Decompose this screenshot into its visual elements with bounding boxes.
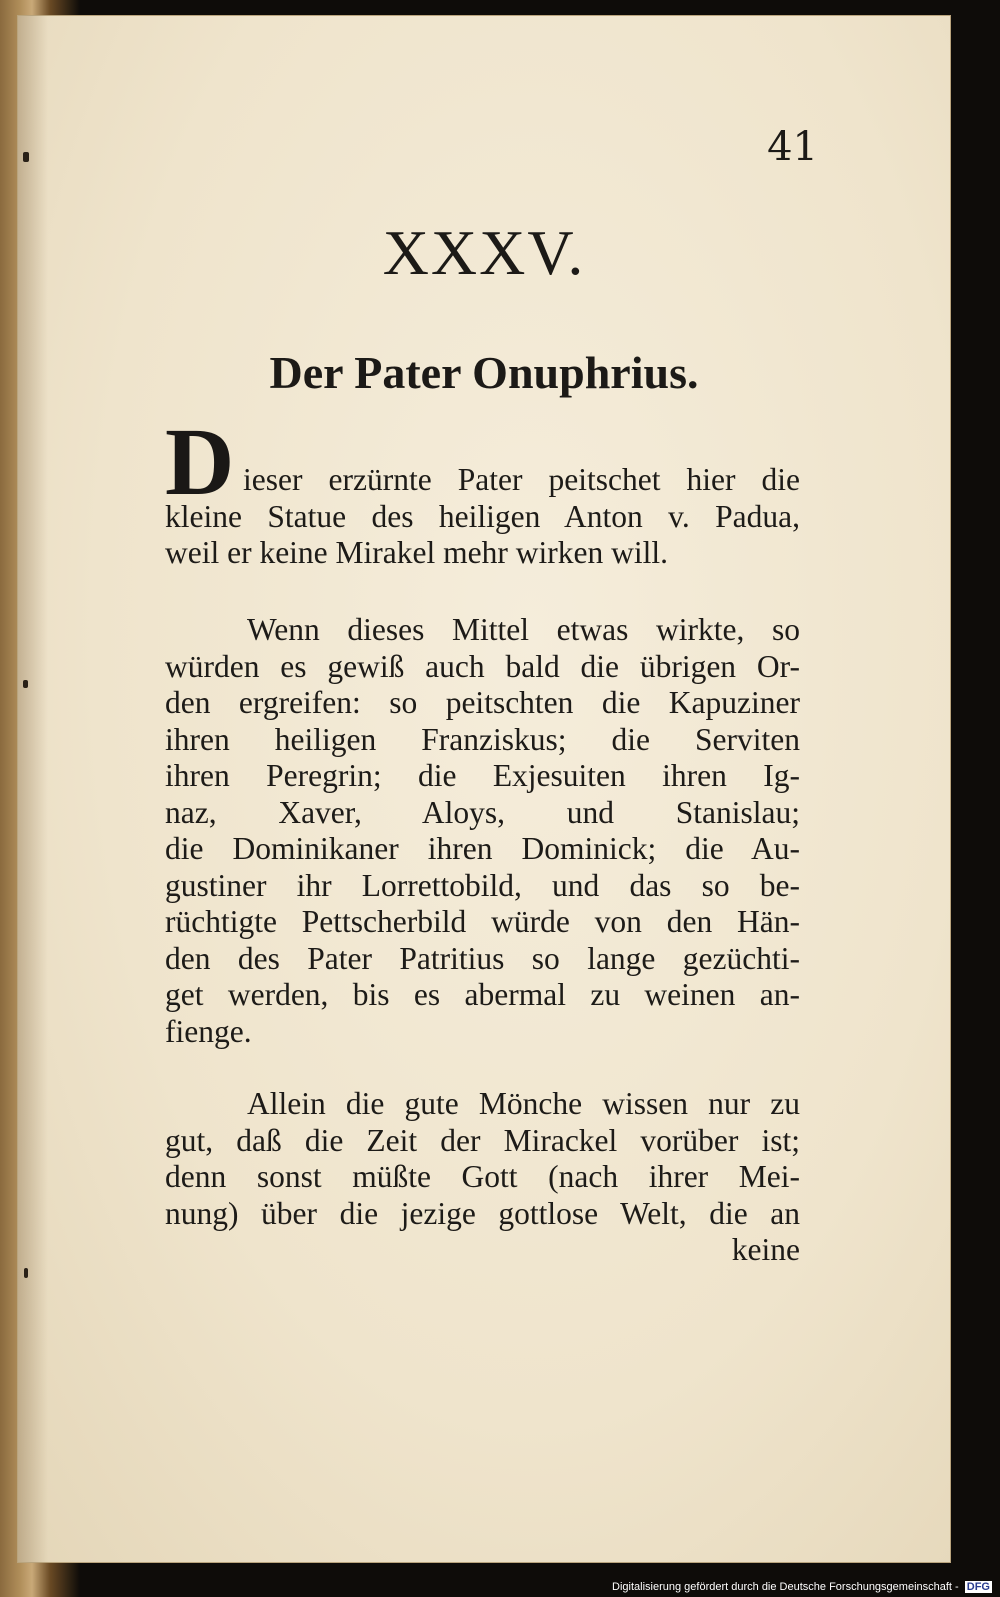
paragraph-2 <box>165 612 800 1050</box>
text-line: gut, daß die Zeit der Mirackel vorüber ist; <box>165 1122 800 1158</box>
page-number: 41 <box>767 124 818 170</box>
text-line: naz, Xaver, Aloys, und Stanislau; <box>165 794 800 830</box>
text-line: ieser erzürnte Pater peitschet hier die <box>243 462 800 497</box>
drop-cap: D <box>165 408 235 515</box>
chapter-heading: XXXV. <box>382 217 586 288</box>
margin-mark <box>23 680 28 688</box>
text-line: den ergreifen: so peitschten die Kapuziner <box>165 685 800 720</box>
text-line: nung) über die jezige gottlose Welt, die an <box>165 1195 800 1231</box>
catchword: keine <box>731 1232 800 1267</box>
text-line: Allein die gute Mönche wissen nur zu <box>247 1086 800 1121</box>
paragraph-1 <box>165 462 800 572</box>
chapter-title: Der Pater Onuphrius. <box>269 347 699 398</box>
text-line: Wenn dieses Mittel etwas wirkte, so <box>247 612 800 647</box>
text-line: ihren Peregrin; die Exjesuiten ihren Ig- <box>165 758 800 793</box>
margin-mark <box>24 1268 28 1278</box>
credit-text: Digitalisierung gefördert durch die Deutsche Forschungsgemeinschaft - <box>612 1581 959 1593</box>
dfg-logo: DFG <box>966 1581 990 1593</box>
text-line: den des Pater Patritius so lange gezüchti- <box>165 940 800 976</box>
digitization-credit <box>612 1581 992 1593</box>
text-line: fienge. <box>165 1013 252 1049</box>
margin-mark <box>23 152 29 162</box>
text-line: würden es gewiß auch bald die übrigen Or- <box>165 648 800 684</box>
text-line: gustiner ihr Lorrettobild, und das so be- <box>165 867 800 903</box>
text-line: get werden, bis es abermal zu weinen an- <box>165 977 800 1012</box>
paragraph-3 <box>165 1086 800 1269</box>
text-line: weil er keine Mirakel mehr wirken will. <box>165 535 668 570</box>
text-line: die Dominikaner ihren Dominick; die Au- <box>165 831 800 866</box>
text-line: kleine Statue des heiligen Anton v. Padua, <box>165 498 800 534</box>
text-line: ihren heiligen Franziskus; die Serviten <box>165 721 800 757</box>
text-line: rüchtigte Pettscherbild würde von den Hän- <box>165 904 800 939</box>
text-line: denn sonst müßte Gott (nach ihrer Mei- <box>165 1159 800 1194</box>
